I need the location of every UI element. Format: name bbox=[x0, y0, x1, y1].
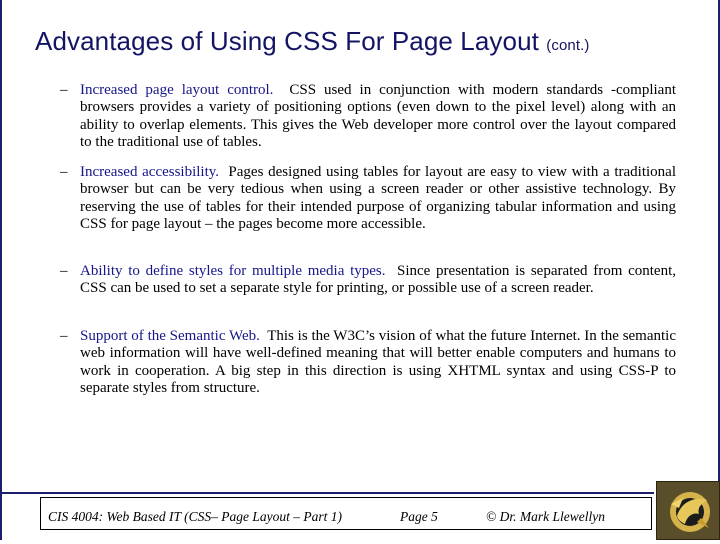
bullet-item bbox=[60, 82, 676, 151]
title-suffix: (cont.) bbox=[546, 37, 590, 54]
footer-page-number: Page 5 bbox=[400, 509, 438, 524]
bullet-lead: Increased accessibility. bbox=[80, 164, 220, 180]
page-title bbox=[35, 26, 590, 57]
bullet-text: This is the W3C’s vision of what the future Internet. In the semantic web information will have well-defined meaning that will better enable computers and humans to work in cooperation. A big step in this direction is using XHTML syntax and using CSS-P to separate styles from structure. bbox=[80, 328, 677, 396]
bullet-lead: Ability to define styles for multiple media types. bbox=[80, 263, 386, 279]
footer bbox=[40, 497, 652, 530]
bullet-dash: – bbox=[60, 263, 68, 279]
footer-course: CIS 4004: Web Based IT (CSS– Page Layout – Part 1) bbox=[48, 509, 342, 524]
bullet-item bbox=[60, 263, 677, 298]
bullet-dash: – bbox=[60, 328, 68, 344]
bullet-item bbox=[60, 328, 677, 397]
bullet-lead: Support of the Semantic Web. bbox=[80, 328, 260, 344]
bullet-dash: – bbox=[60, 164, 68, 180]
pegasus-logo-icon bbox=[657, 482, 719, 539]
footer-author: © Dr. Mark Llewellyn bbox=[486, 509, 605, 524]
bullet-text: CSS used in conjunction with modern standards -compliant browsers provides a variety of positioning options (even down to the pixel level) along with an ability to overlap elements. This gives the Web developer more control over the layout compared to the traditional use of tables. bbox=[80, 82, 676, 150]
bullet-text: Pages designed using tables for layout are easy to view with a traditional browser but can be very tedious when using a screen reader or other assistive technology. By reserving the use of tables for their intended purpose of organizing tabular information and using CSS for page layout – the pages become more accessible. bbox=[80, 164, 676, 232]
bullet-item bbox=[60, 164, 676, 233]
university-logo-icon bbox=[656, 481, 720, 540]
footer-divider bbox=[2, 492, 654, 494]
bullet-lead: Increased page layout control. bbox=[80, 82, 274, 98]
bullet-dash: – bbox=[60, 82, 68, 98]
bullet-text: Since presentation is separated from content, CSS can be used to set a separate style for printing, or possible use of a screen reader. bbox=[80, 263, 677, 297]
title-main: Advantages of Using CSS For Page Layout bbox=[35, 26, 539, 56]
